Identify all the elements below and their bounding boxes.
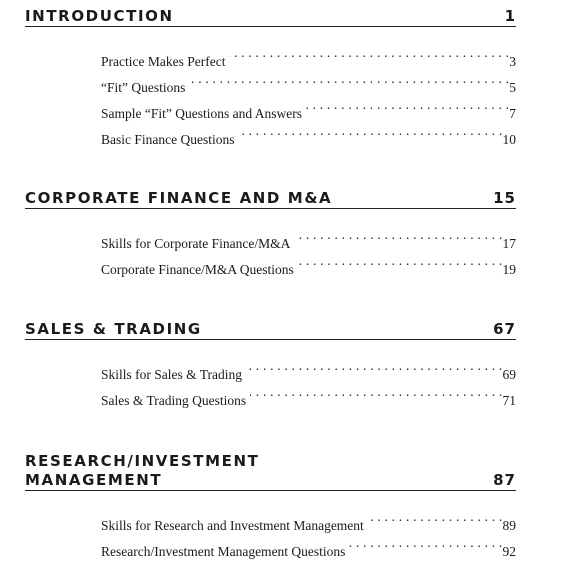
entry-label: Research/Investment Management Questions xyxy=(101,544,346,559)
section-heading xyxy=(25,320,516,340)
entry-label: Skills for Corporate Finance/M&A xyxy=(101,236,291,251)
section-title: RESEARCH/INVESTMENT MANAGEMENT xyxy=(25,452,260,489)
section-title: SALES & TRADING xyxy=(25,320,202,338)
entry-list xyxy=(101,504,516,559)
section-page-number: 87 xyxy=(493,471,516,489)
entry-page-number: 89 xyxy=(502,518,516,533)
entry-page-number: 19 xyxy=(502,262,516,277)
toc-section-introduction xyxy=(25,7,516,147)
dot-leader xyxy=(229,40,509,66)
entry-list xyxy=(101,222,516,277)
entry-page-number: 5 xyxy=(509,80,516,95)
entry-label: Skills for Sales & Trading xyxy=(101,367,243,382)
entry-label: Basic Finance Questions xyxy=(101,132,235,147)
entry-list xyxy=(101,40,516,147)
entry-label: Corporate Finance/M&A Questions xyxy=(101,262,294,277)
entry-label: Sales & Trading Questions xyxy=(101,393,247,408)
dot-leader xyxy=(246,353,502,379)
toc-section-sales-trading xyxy=(25,320,516,408)
section-title: INTRODUCTION xyxy=(25,7,174,25)
entry-label: Sample “Fit” Questions and Answers xyxy=(101,106,302,121)
dot-leader xyxy=(189,66,509,92)
section-title: CORPORATE FINANCE AND M&A xyxy=(25,189,333,207)
entry-label: “Fit” Questions xyxy=(101,80,186,95)
entry-page-number: 92 xyxy=(502,544,516,559)
dot-leader xyxy=(368,504,503,530)
section-heading xyxy=(25,452,516,491)
entry-page-number: 7 xyxy=(509,106,516,121)
entry-page-number: 10 xyxy=(502,132,516,147)
section-page-number: 1 xyxy=(504,7,516,25)
toc-section-corporate-finance xyxy=(25,189,516,277)
section-page-number: 15 xyxy=(493,189,516,207)
toc-entry[interactable] xyxy=(101,40,516,69)
entry-label: Skills for Research and Investment Management xyxy=(101,518,364,533)
section-page-number: 67 xyxy=(493,320,516,338)
section-heading xyxy=(25,189,516,209)
dot-leader xyxy=(349,530,502,556)
entry-page-number: 71 xyxy=(502,393,516,408)
dot-leader xyxy=(238,118,502,144)
entry-list xyxy=(101,353,516,408)
entry-page-number: 69 xyxy=(502,367,516,382)
entry-label: Practice Makes Perfect xyxy=(101,54,226,69)
toc-section-research-investment xyxy=(25,452,516,559)
dot-leader xyxy=(294,222,502,248)
toc-entry[interactable] xyxy=(101,504,516,533)
dot-leader xyxy=(250,379,502,405)
dot-leader xyxy=(298,248,503,274)
entry-page-number: 3 xyxy=(509,54,516,69)
toc-entry[interactable] xyxy=(101,222,516,251)
dot-leader xyxy=(306,92,509,118)
toc-entry[interactable] xyxy=(101,353,516,382)
section-heading xyxy=(25,7,516,27)
entry-page-number: 17 xyxy=(502,236,516,251)
